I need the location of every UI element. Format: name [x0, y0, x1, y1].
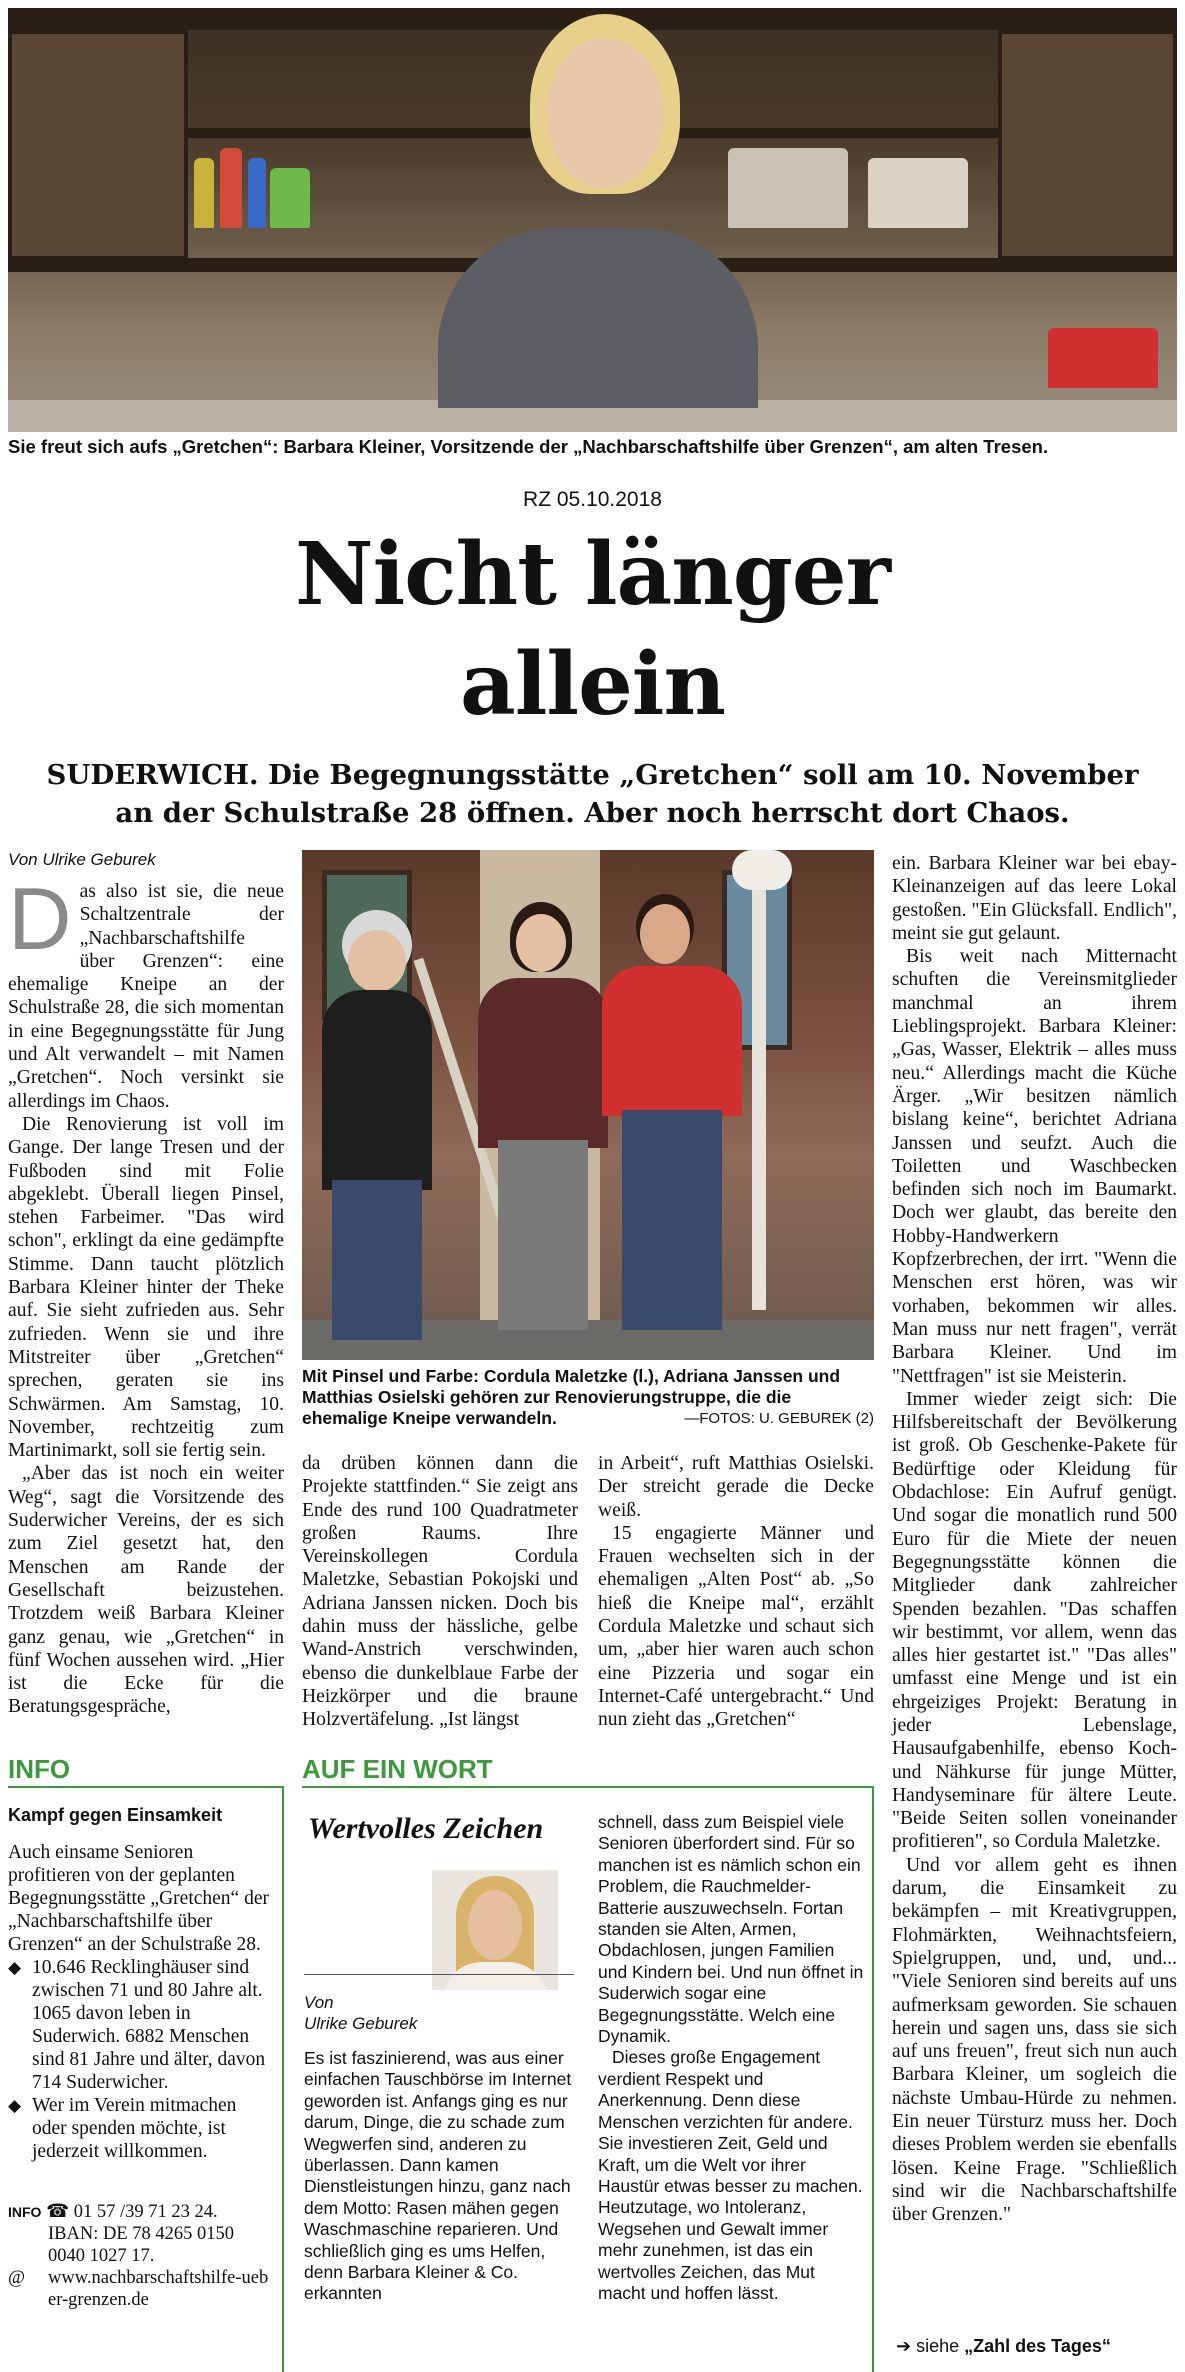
- divider: [304, 1974, 574, 1975]
- article-paragraph: Immer wieder zeigt sich: Die Hilfsbereitschaft der Bevölkerung ist groß. Ob Geschenke-Pakete für Bedürftige oder Kleidung für Obdachlose: Ein Aufruf genügt. Und sogar die monatlich rund 500 Euro für die Miete der neuen Begegnungsstätte können die Mitglieder dank zahlreicher Spenden bezahlen. "Das schaffen wir bestimmt, vor allem, wenn das alles hier gestartet ist." "Das alles" umfasst eine Menge und ist ein ehrgeiziges Projekt: Beratung in jeder Lebenslage, Hausaufgabenhilfe, ebenso Koch- und Nähkurse für junge Mütter, Handyseminare für ältere Leute. "Beide Seiten sollen voneinander profitieren", so Cordula Maletzke.: [892, 1388, 1177, 1853]
- author-portrait: [432, 1870, 558, 1990]
- info-heading: INFO: [8, 1754, 71, 1784]
- info-contact: [8, 2201, 270, 2311]
- at-icon: @: [8, 2268, 26, 2288]
- photo-renovation-team: [302, 850, 874, 1360]
- info-title: Kampf gegen Einsamkeit: [8, 1805, 223, 1825]
- comment-paragraph: Es ist faszinierend, was aus einer einfachen Tauschbörse im Internet geworden ist. Anfangs ging es nur darum, Dinge, die zu schade zum Wegwerfen sind, anderen zu überlassen. Dann kamen Dienstleistungen hinzu, ganz nach dem Motto: Rasen mähen gegen Waschmaschine reparieren. Und schließlich ging es ums Helfen, denn Barbara Kleiner & Co. erkannten: [304, 2048, 572, 2304]
- comment-byline-name: Ulrike Geburek: [304, 2014, 418, 2033]
- comment-byline-von: Von: [304, 1993, 334, 2012]
- article-column-4: [892, 852, 1177, 2227]
- comment-column-1: [304, 2048, 576, 2305]
- headline-line-2: allein: [460, 634, 725, 735]
- article-column-2: [302, 1452, 578, 1732]
- info-bullet: ◆ Wer im Verein mitmachen oder spenden möchte, ist jederzeit willkommen.: [8, 2094, 270, 2163]
- info-intro: Auch einsame Senioren profitieren von der geplanten Begegnungsstätte „Gretchen“ der „Nachbarschaftshilfe über Grenzen“ an der Schulstraße 28.: [8, 1842, 269, 1955]
- info-contact-label: INFO: [8, 2204, 42, 2220]
- article-column-1: [8, 869, 284, 1719]
- article-column-3: [598, 1452, 874, 1732]
- see-also-reference[interactable]: [896, 2336, 1111, 2357]
- info-iban: IBAN: DE 78 4265 0150 0040 1027 17.: [48, 2224, 235, 2266]
- photo-caption-top: Sie freut sich aufs „Gretchen“: Barbara Kleiner, Vorsitzende der „Nachbarschaftshilfe über Grenzen“, am alten Tresen.: [8, 436, 1049, 457]
- auf-ein-wort-heading: AUF EIN WORT: [302, 1754, 493, 1784]
- info-box: [8, 1786, 284, 2372]
- comment-byline: [304, 1992, 417, 2034]
- comment-paragraph: Dieses große Engagement verdient Respekt und Anerkennung. Denn diese Menschen verzichten für andere. Sie investieren Zeit, Geld und Kraft, um die Welt vor ihrer Haustür etwas besser zu machen. Heutzutage, wo Intoleranz, Wegsehen und Gewalt immer mehr zunehmen, ist das ein wertvolles Zeichen, das Mut macht und hoffen lässt.: [598, 2047, 863, 2303]
- arrow-right-icon: ➔: [896, 2336, 912, 2356]
- article-paragraph: in Arbeit“, ruft Matthias Osielski. Der streicht gerade die Decke weiß.: [598, 1453, 874, 1521]
- article-paragraph: ein. Barbara Kleiner war bei ebay-Kleinanzeigen auf das leere Lokal gestoßen. "Ein Glücksfall. Endlich", meint sie gut gelaunt.: [892, 853, 1177, 944]
- see-also-prefix: siehe: [916, 2336, 960, 2356]
- subheadline: SUDERWICH. Die Begegnungsstätte „Gretchen“ soll am 10. November an der Schulstraße 28 öffnen. Aber noch herrscht dort Chaos.: [46, 759, 1139, 829]
- comment-title: Wertvolles Zeichen: [308, 1812, 544, 1845]
- article-paragraph: Die Renovierung ist voll im Gange. Der lange Tresen und der Fußboden sind mit Folie abgeklebt. Überall liegen Pinsel, stehen Farbeimer. "Das wird schon", erklingt da eine gedämpfte Stimme. Dann taucht plötzlich Barbara Kleiner hinter der Theke auf. Sie sieht zufrieden aus. Sehr zufrieden. Wenn sie und ihre Mitstreiter über „Gretchen“ sprechen, geraten sie ins Schwärmen. Am Samstag, 10. November, rechtzeitig zum Martinimarkt, soll sie fertig sein.: [8, 1113, 284, 1462]
- info-bullet: ◆ 10.646 Recklinghäuser sind zwischen 71 und 80 Jahre alt. 1065 davon leben in Suderwich. 6882 Menschen sind 81 Jahre und älter, davon 714 Suderwicher.: [8, 1956, 270, 2094]
- photo-caption-middle: [302, 1366, 874, 1429]
- see-also-target: „Zahl des Tages“: [964, 2336, 1111, 2356]
- article-paragraph: Bis weit nach Mitternacht schuften die Vereinsmitglieder manchmal an ihrem Lieblingsprojekt. Barbara Kleiner: „Gas, Wasser, Elektrik – alles muss neu.“ Allerdings macht die Küche Ärger. „Wir besitzen nämlich bislang keine“, berichtet Adriana Janssen und seufzt. Auch die Toiletten und Waschbecken befinden sich noch im Baumarkt. Doch wer glaubt, das bereite den Hobby-Handwerkern Kopfzerbrechen, der irrt. "Wenn die Menschen erst hören, was wir vorhaben, bekommen wir alles. Man muss nur nett fragen", verrät Barbara Kleiner. Und im "Nettfragen" ist sie Meisterin.: [892, 946, 1177, 1387]
- phone-icon: ☎: [46, 2202, 70, 2222]
- drop-cap: D: [8, 869, 72, 968]
- comment-paragraph: schnell, dass zum Beispiel viele Senioren überfordert sind. Für so manchen ist es nämlich schon ein Problem, die Rauchmelder-Batterie auszuwechseln. Fortan standen sie Alten, Armen, Obdachlosen, jungen Familien und Kindern bei. Und nun öffnet in Suderwich sogar eine Begegnungsstätte. Welch eine Dynamik.: [598, 1812, 864, 2047]
- caption-text: Mit Pinsel und Farbe: Cordula Maletzke (l.), Adriana Janssen und Matthias Osielski gehören zur Renovierungstruppe, die die ehemalige Kneipe verwandeln.: [302, 1366, 841, 1428]
- article-paragraph: da drüben können dann die Projekte stattfinden.“ Sie zeigt ans Ende des rund 100 Quadratmeter großen Raums. Ihre Vereinskollegen Cordula Maletzke, Sebastian Pokojski und Adriana Janssen nicken. Doch bis dahin muss der hässliche, gelbe Wand-Anstrich verschwinden, ebenso die dunkelblaue Farbe der Heizkörper und die braune Holzvertäfelung. „Ist längst: [302, 1453, 578, 1731]
- dateline: RZ 05.10.2018: [523, 488, 662, 511]
- info-web-link[interactable]: www.nachbarschaftshilfe-ueber-grenzen.de: [48, 2268, 269, 2310]
- article-paragraph: 15 engagierte Männer und Frauen wechselten sich in der ehemaligen „Alten Post“ ab. „So hieß die Kneipe mal“, erzählt Cordula Maletzke und schaut sich um, „aber hier waren auch schon eine Pizzeria und sogar ein Internet-Café untergebracht.“ Und nun zieht das „Gretchen“: [598, 1522, 874, 1731]
- comment-column-2: [598, 1812, 866, 2304]
- headline: [0, 520, 1185, 740]
- photo-barbara-kleiner-at-counter: [8, 8, 1177, 432]
- byline: Von Ulrike Geburek: [8, 850, 156, 869]
- photo-credit: —FOTOS: U. GEBUREK (2): [684, 1410, 874, 1427]
- article-paragraph: „Aber das ist noch ein weiter Weg“, sagt die Vorsitzende des Suderwicher Vereins, der es sich zum Ziel gesetzt hat, den Menschen am Rande der Gesellschaft beizustehen. Trotzdem weiß Barbara Kleiner ganz genau, wie „Gretchen“ in fünf Wochen aussehen wird. „Hier ist die Ecke für die Beratungsgespräche,: [8, 1463, 284, 1718]
- article-lead-paragraph: as also ist sie, die neue Schaltzentrale der „Nachbarschaftshilfe über Grenzen“: eine ehemalige Kneipe an der Schulstraße 28, die sich momentan in eine Begegnungsstätte für Jung und Alt verwandelt – mit Namen „Gretchen“. Noch versinkt sie allerdings im Chaos.: [8, 881, 284, 1112]
- info-phone[interactable]: 01 57 /39 71 23 24.: [73, 2202, 218, 2222]
- article-paragraph: Und vor allem geht es ihnen darum, die Einsamkeit zu bekämpfen – mit Kreativgruppen, Flohmärkten, Weihnachtsfeiern, Spielgruppen, und, und, und... "Viele Senioren sind bereits auf uns aufmerksam geworden. Sie schauen herein und sagen uns, dass sie sich auf uns freuen", freut sich nun auch Barbara Kleiner, um sogleich die nächste Umbau-Hürde zu nehmen. Ein neuer Türsturz muss her. Doch dieses Problem werden sie ebenfalls lösen. Keine Frage. "Schließlich sind wir die Nachbarschaftshilfe über Grenzen.": [892, 1854, 1177, 2226]
- headline-line-1: Nicht länger: [295, 524, 890, 625]
